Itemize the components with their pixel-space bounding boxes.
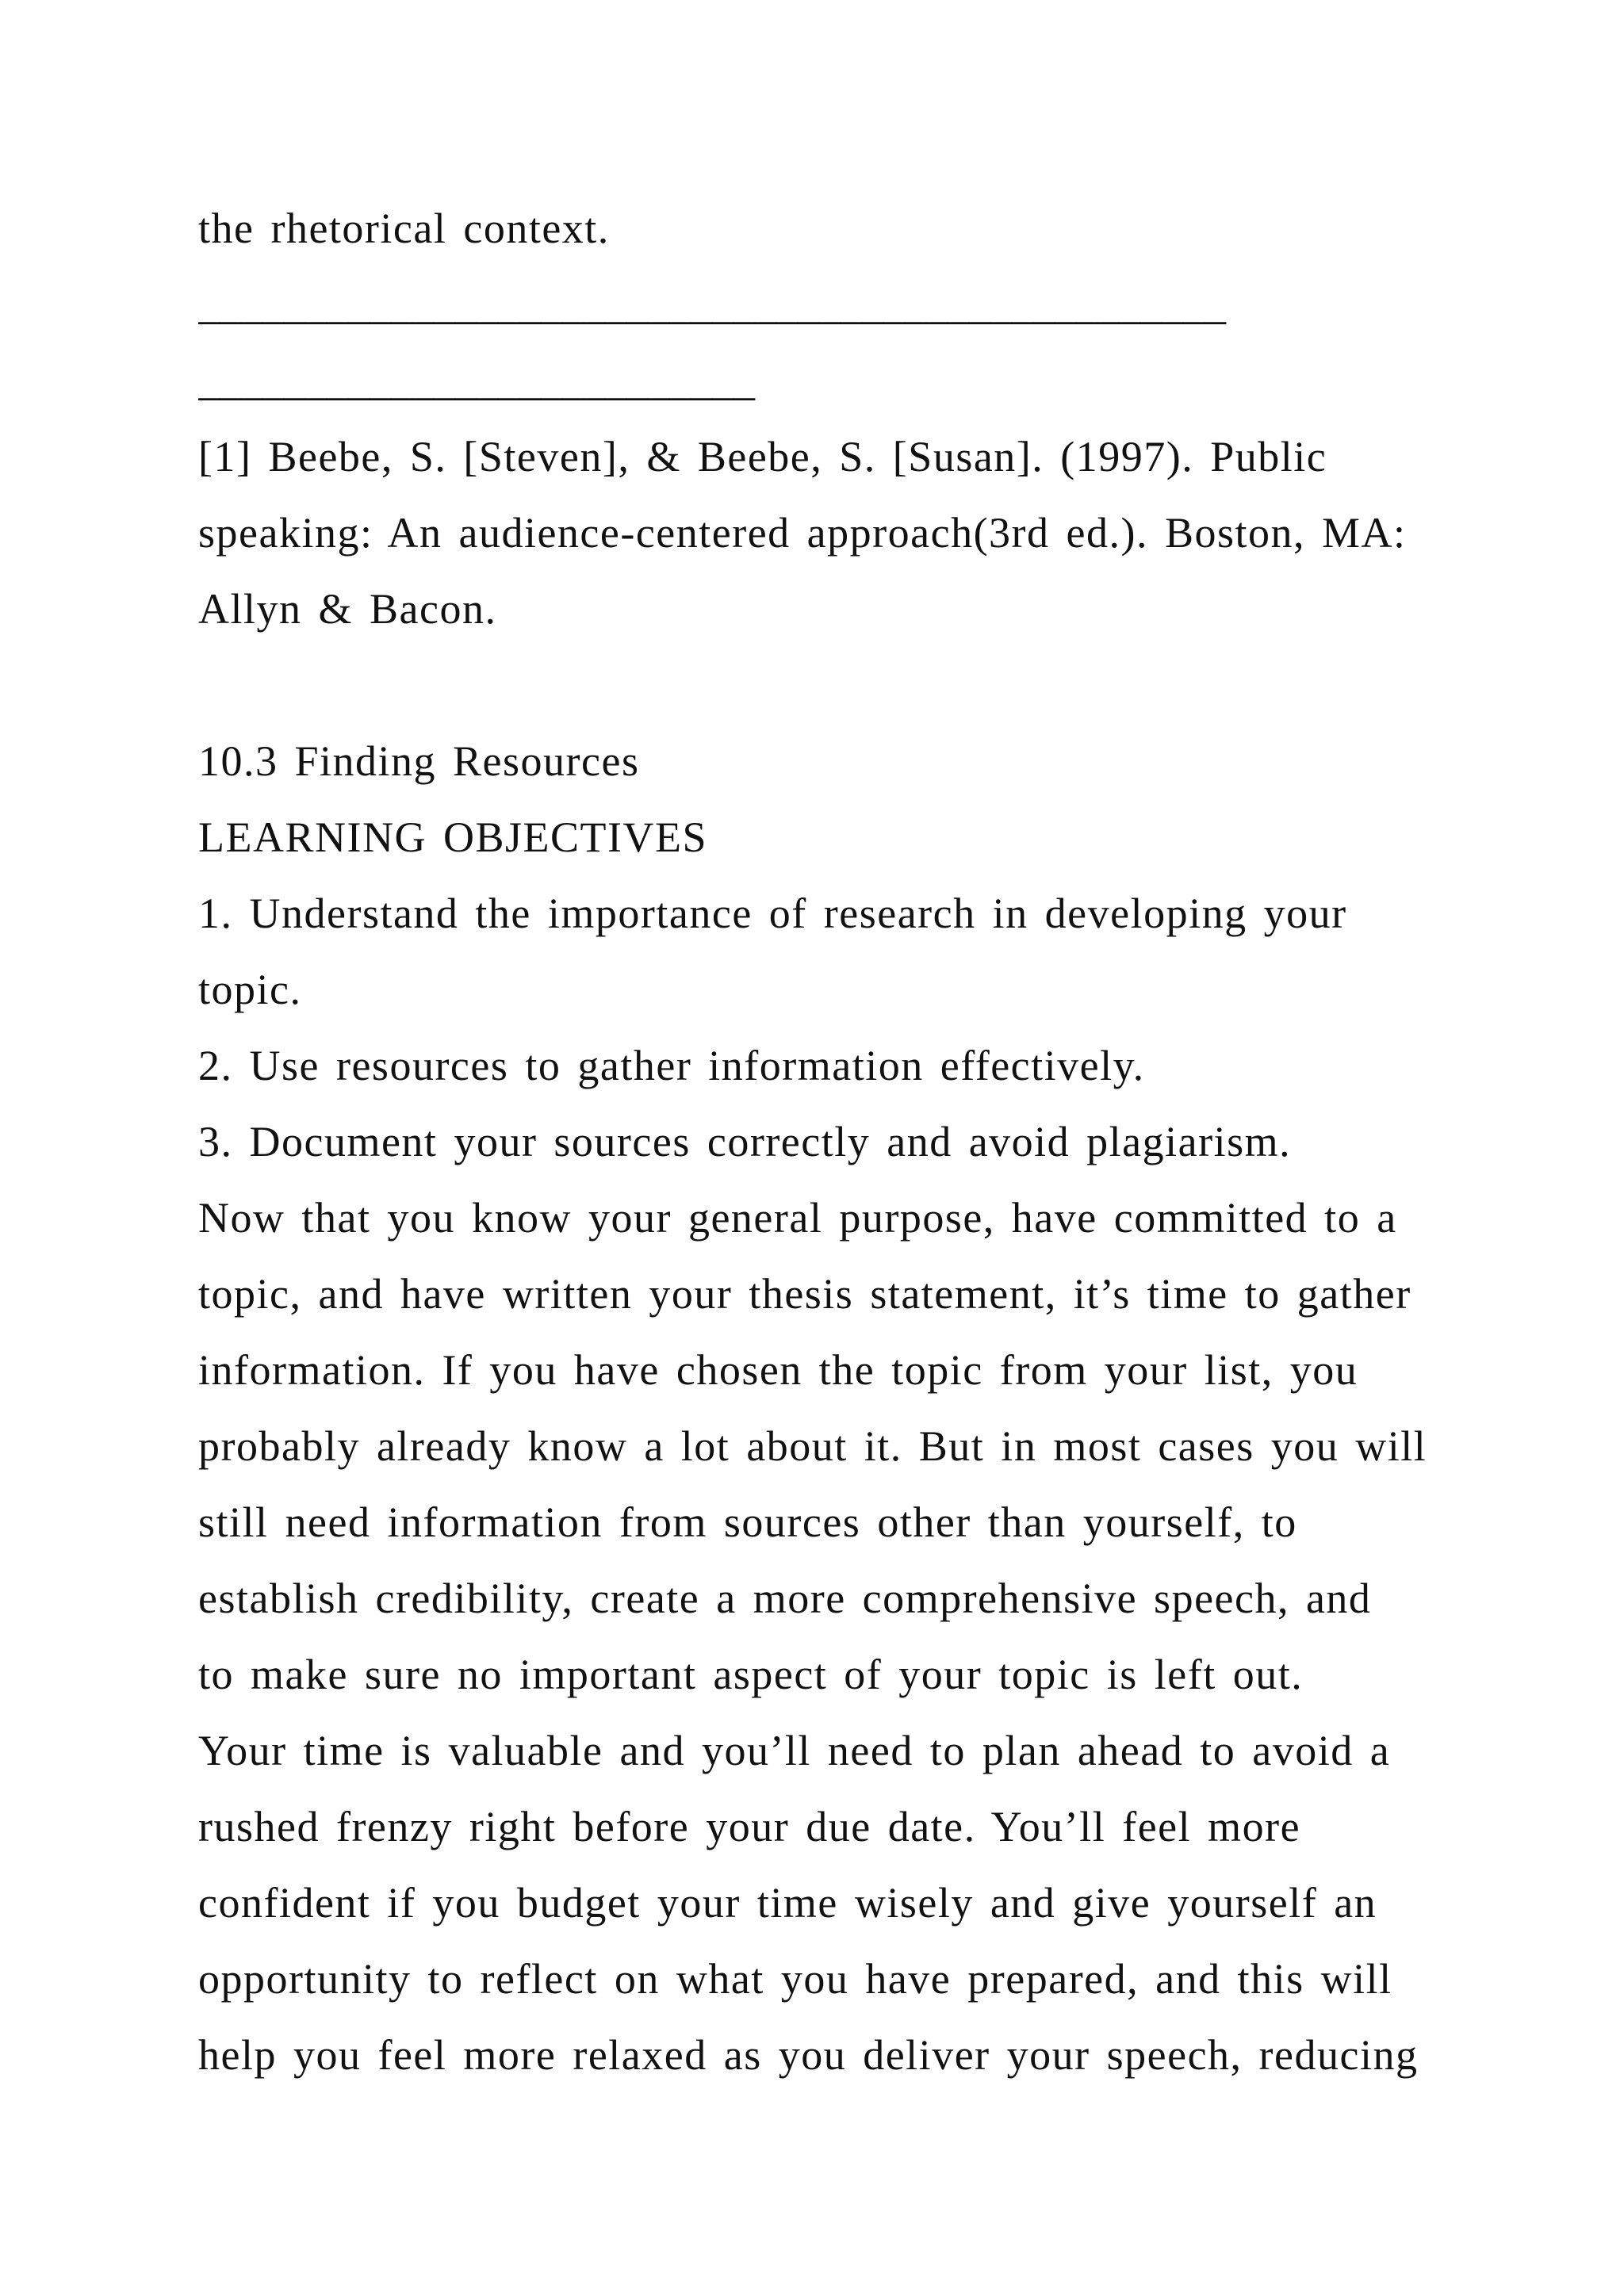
footnote xyxy=(198,419,1435,647)
body-line: Now that you know your general purpose, have committed to a xyxy=(198,1194,1397,1242)
objective-item: topic. xyxy=(198,966,302,1013)
body-line: opportunity to reflect on what you have prepared, and this will xyxy=(198,1955,1392,2003)
spacer xyxy=(198,647,1435,723)
body-paragraphs xyxy=(198,1180,1435,2093)
footnote-separator-line-2: __________________________ xyxy=(198,357,755,404)
footnote-line: speaking: An audience-centered approach(3rd ed.). Boston, MA: xyxy=(198,509,1407,557)
body-line: establish credibility, create a more comprehensive speech, and xyxy=(198,1575,1372,1622)
body-line: probably already know a lot about it. But in most cases you will xyxy=(198,1422,1427,1470)
document-page xyxy=(198,190,1435,2093)
body-line: topic, and have written your thesis statement, it’s time to gather xyxy=(198,1270,1411,1318)
body-line: information. If you have chosen the topic from your list, you xyxy=(198,1346,1358,1394)
body-line: to make sure no important aspect of your topic is left out. xyxy=(198,1651,1304,1698)
footnote-line: Allyn & Bacon. xyxy=(198,585,497,633)
objectives-list xyxy=(198,875,1435,1180)
learning-objectives-label: LEARNING OBJECTIVES xyxy=(198,813,707,861)
body-line: Your time is valuable and you’ll need to plan ahead to avoid a xyxy=(198,1727,1391,1774)
body-line: rushed frenzy right before your due date. You’ll feel more xyxy=(198,1803,1301,1850)
footnote-line: [1] Beebe, S. [Steven], & Beebe, S. [Susan]. (1997). Public xyxy=(198,433,1327,480)
objective-item: 1. Understand the importance of research in developing your xyxy=(198,890,1347,937)
section-heading: 10.3 Finding Resources xyxy=(198,737,640,785)
objective-item: 3. Document your sources correctly and avoid plagiarism. xyxy=(198,1118,1292,1165)
footnote-separator-line-1: ________________________________________________ xyxy=(198,281,1226,328)
body-line: still need information from sources other than yourself, to xyxy=(198,1498,1297,1546)
continuation-text: the rhetorical context. xyxy=(198,205,610,252)
body-line: confident if you budget your time wisely and give yourself an xyxy=(198,1879,1377,1927)
body-line: help you feel more relaxed as you deliver your speech, reducing xyxy=(198,2031,1419,2079)
objective-item: 2. Use resources to gather information effectively. xyxy=(198,1042,1145,1089)
